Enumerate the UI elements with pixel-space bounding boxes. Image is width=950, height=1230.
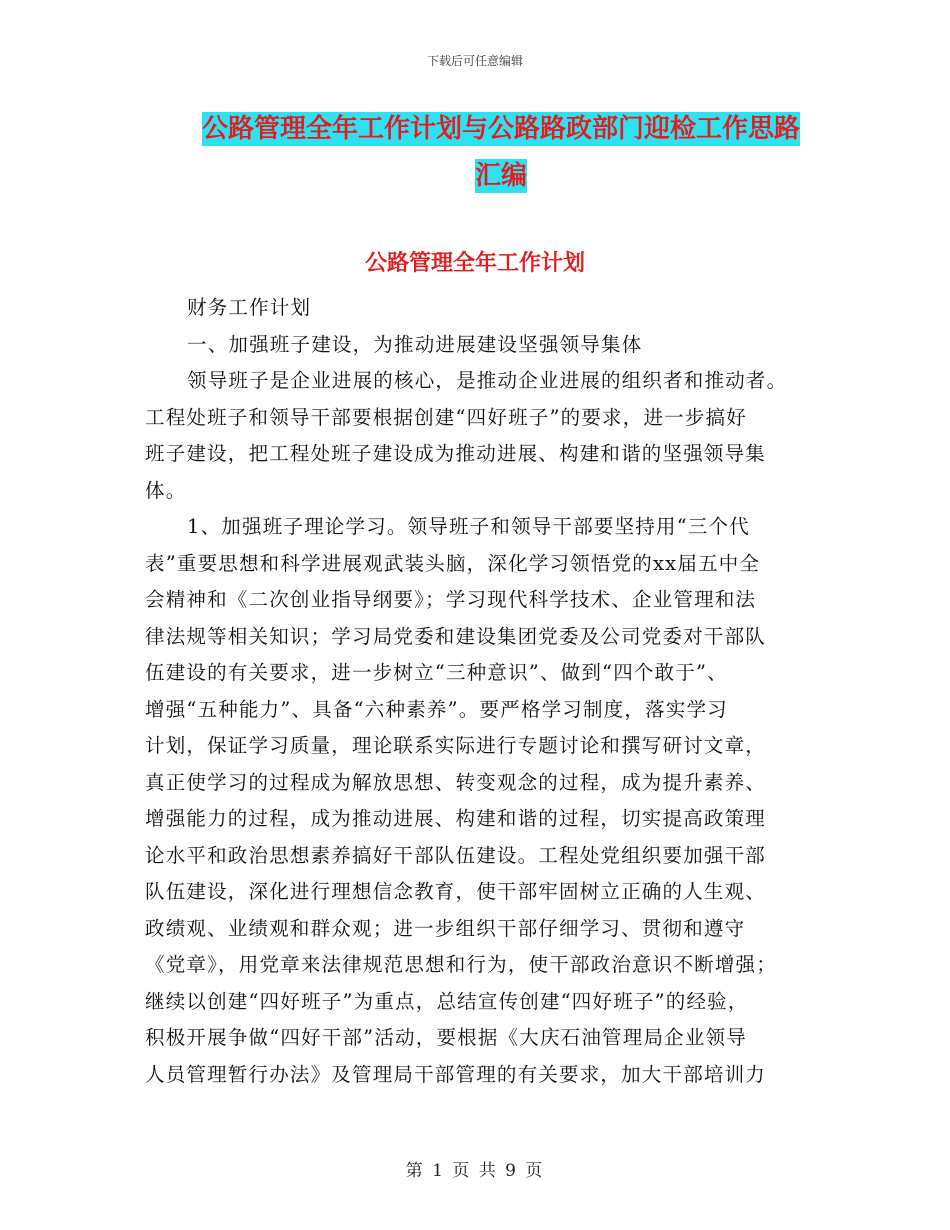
paragraph-line: 计划，保证学习质量，理论联系实际进行专题讨论和撰写研讨文章， — [145, 734, 767, 757]
paragraph-line: 体。 — [145, 478, 187, 502]
paragraph-line: 伍建设的有关要求，进一步树立“三种意识”、做到“四个敢于”、 — [145, 661, 728, 684]
paragraph-line: 财务工作计划 — [187, 296, 312, 319]
paragraph-line: 会精神和《二次创业指导纲要》；学习现代科学技术、企业管理和法 — [145, 588, 757, 611]
paragraph-line: 《党章》，用党章来法律规范思想和行为，使干部政治意识不断增强； — [145, 953, 777, 976]
paragraph-line: 表”重要思想和科学进展观武装头脑，深化学习领悟党的xx届五中全 — [145, 551, 761, 575]
paragraph-line: 人员管理暂行办法》及管理局干部管理的有关要求，加大干部培训力 — [145, 1062, 767, 1086]
paragraph-line: 政绩观、业绩观和群众观；进一步组织干部仔细学习、贯彻和遵守 — [145, 916, 746, 940]
paragraph-line: 律法规等相关知识；学习局党委和建设集团党委及公司党委对干部队 — [145, 624, 767, 648]
title-line-2: 汇编 — [474, 161, 527, 191]
paragraph-line: 工程处班子和领导干部要根据创建“四好班子”的要求，进一步搞好 — [145, 405, 747, 429]
paragraph-line: 真正使学习的过程成为解放思想、转变观念的过程，成为提升素养、 — [145, 770, 767, 794]
paragraph-line: 1、加强班子理论学习。领导班子和领导干部要坚持用“三个代 — [187, 515, 750, 538]
page-header: 下载后可任意编辑 — [426, 54, 523, 68]
paragraph-line: 增强能力的过程，成为推动进展、构建和谐的过程，切实提高政策理 — [145, 807, 767, 830]
paragraph-line: 增强“五种能力”、具备“六种素养”。要严格学习制度，落实学习 — [145, 697, 728, 721]
page-footer: 第 1 页 共 9 页 — [405, 1161, 545, 1181]
paragraph-line: 队伍建设，深化进行理想信念教育，使干部牢固树立正确的人生观、 — [145, 880, 767, 903]
paragraph-line: 积极开展争做“四好干部”活动，要根据《大庆石油管理局企业领导 — [145, 1026, 747, 1049]
section-title: 公路管理全年工作计划 — [364, 250, 585, 276]
paragraph-line: 论水平和政治思想素养搞好干部队伍建设。工程处党组织要加强干部 — [145, 843, 767, 867]
paragraph-line: 一、加强班子建设，为推动进展建设坚强领导集体 — [187, 332, 643, 356]
paragraph-line: 领导班子是企业进展的核心，是推动企业进展的组织者和推动者。 — [187, 369, 788, 392]
title-line-1: 公路管理全年工作计划与公路路政部门迎检工作思路 — [201, 114, 800, 144]
document-title — [195, 106, 807, 200]
body-text — [145, 290, 805, 1093]
paragraph-line: 继续以创建“四好班子”为重点，总结宣传创建“四好班子”的经验， — [145, 989, 749, 1013]
paragraph-line: 班子建设，把工程处班子建设成为推动进展、构建和谐的坚强领导集 — [145, 442, 767, 465]
